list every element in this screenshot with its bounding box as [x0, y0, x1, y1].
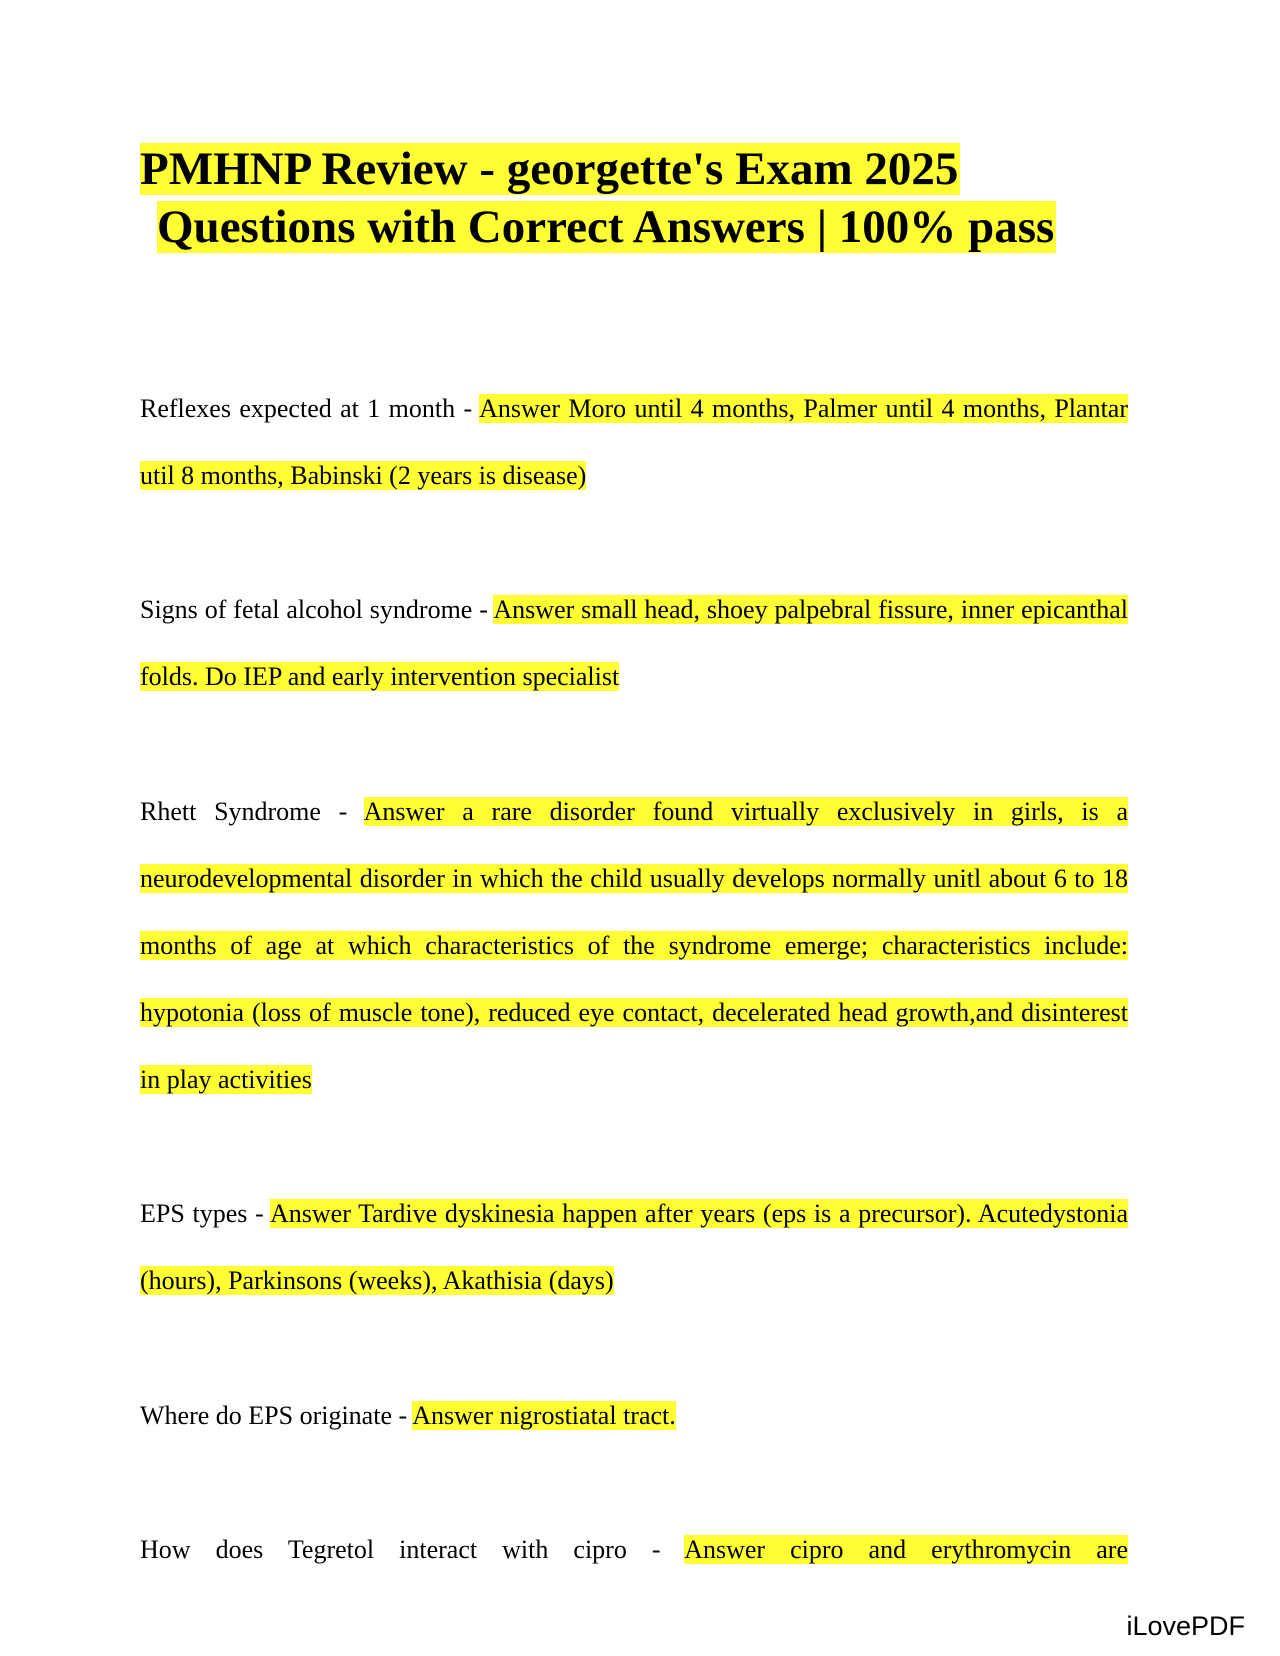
question-text: Reflexes expected at 1 month - — [140, 394, 480, 423]
answer-text: Answer Tardive dyskinesia happen after years (eps is a precursor). Acutedystonia (hours), Parkinsons (weeks), Akathisia (days) — [140, 1199, 1128, 1295]
ilovepdf-watermark: iLovePDF — [1126, 1611, 1245, 1641]
question-text: How does Tegretol interact with cipro - — [140, 1535, 685, 1564]
answer-text: Answer Moro until 4 months, Palmer until 4 months, Plantar util 8 months, Babinski (2 years is disease) — [140, 394, 1128, 490]
answer-text: Answer small head, shoey palpebral fissure, inner epicanthal folds. Do IEP and early intervention specialist — [140, 595, 1129, 691]
question-text: Rhett Syndrome - — [140, 797, 364, 826]
qa-item-tegretol-cipro — [140, 1516, 1128, 1583]
answer-text: Answer nigrostiatal tract. — [412, 1401, 676, 1430]
qa-item-reflexes — [140, 375, 1128, 509]
answer-text: Answer cipro and erythromycin are — [684, 1535, 1129, 1564]
title-highlight: PMHNP Review - georgette's Exam 2025 — [140, 143, 959, 195]
document-title-line-1 — [140, 140, 1140, 198]
question-text: Where do EPS originate - — [140, 1401, 413, 1430]
question-text: Signs of fetal alcohol syndrome - — [140, 595, 494, 624]
question-text: EPS types - — [140, 1199, 270, 1228]
qa-item-fetal-alcohol — [140, 576, 1128, 710]
qa-item-rhett-syndrome — [140, 778, 1128, 1113]
title-highlight: Questions with Correct Answers | 100% pass — [157, 201, 1055, 253]
answer-text: Answer a rare disorder found virtually exclusively in girls, is a neurodevelopmental disorder in which the child usually develops normally unitl about 6 to 18 months of age at which characteristics of the syndrome emerge; characteristics include: hypotonia (loss of muscle tone), reduced eye contact, decelerated head growth,and disinterest in play activities — [140, 797, 1129, 1094]
document-title-line-2 — [140, 198, 1140, 256]
qa-item-eps-origin — [140, 1382, 1128, 1449]
qa-item-eps-types — [140, 1180, 1128, 1314]
document-title — [140, 140, 1140, 256]
